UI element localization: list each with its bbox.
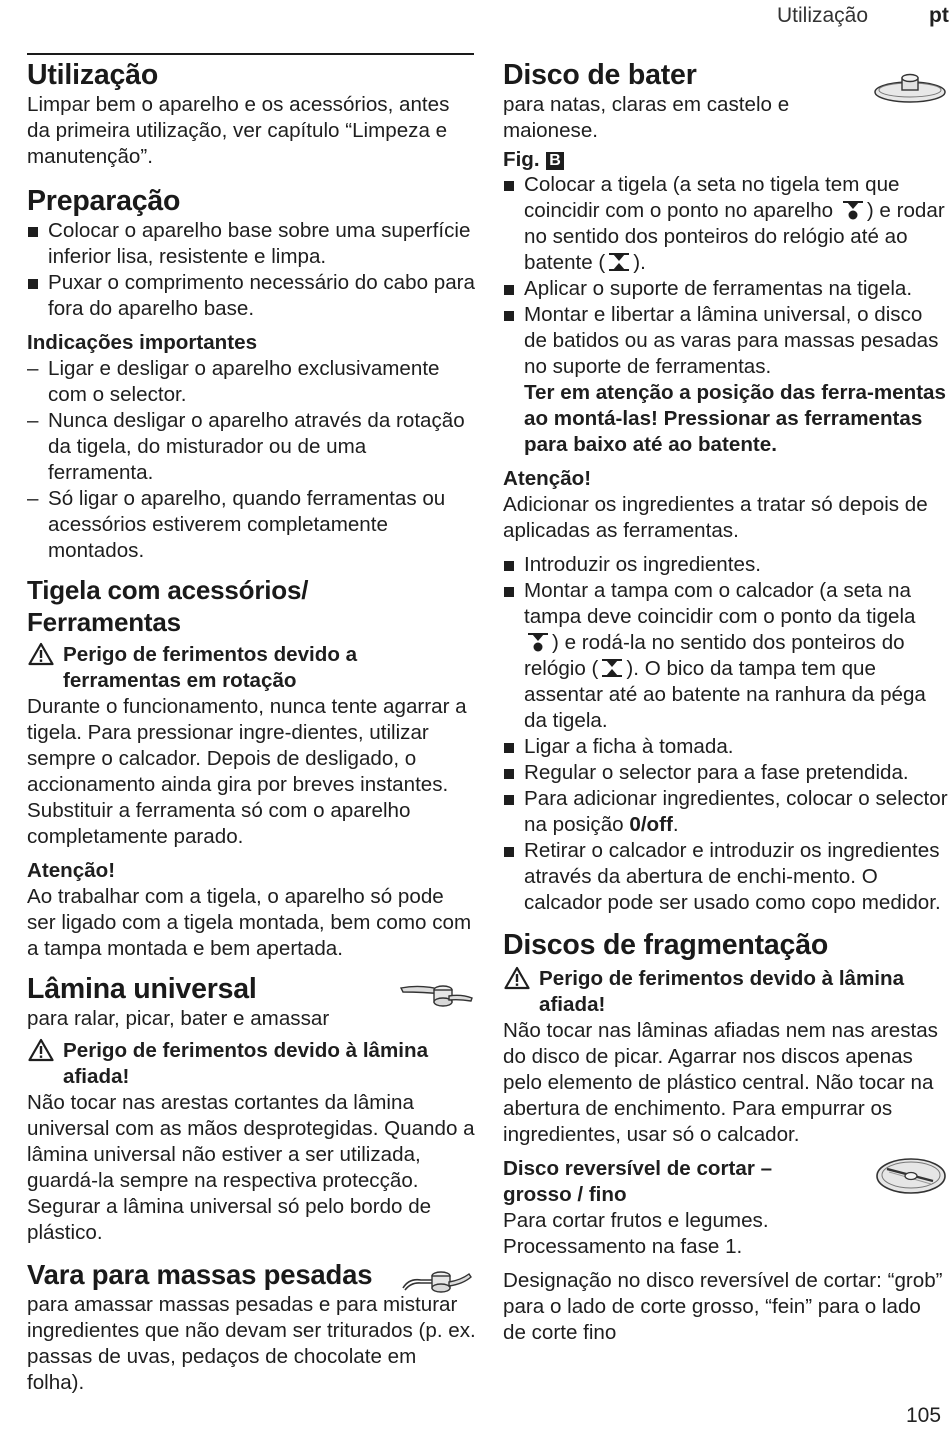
fig-label: Fig. xyxy=(503,148,540,171)
section-lamina xyxy=(27,972,477,1246)
universal-blade-icon xyxy=(399,978,475,1012)
figure-reference xyxy=(503,148,948,172)
disco-bater-steps-2 xyxy=(503,552,948,916)
step-text: ). xyxy=(633,251,646,274)
discos-frag-warning xyxy=(503,966,948,1018)
step-text: Montar e libertar a lâmina universal, o disco de batidos ou as varas para massas pesadas no suporte de ferramentas. xyxy=(524,303,939,378)
discos-frag-text: Não tocar nas lâminas afiadas nem nas arestas do disco de picar. Agarrar nos discos apenas pelo elemento de plástico central. Não tocar na abertura de enchimento. Para empurrar os ingredientes, usar só o calcador. xyxy=(503,1019,938,1146)
warning-icon xyxy=(28,642,54,666)
step-text: ). O bico da tampa tem que assentar até ao batente na ranhura da péga da tigela. xyxy=(524,657,926,732)
arrow-lock-icon xyxy=(607,251,631,273)
disco-bater-subtitle: para natas, claras em castelo e maionese. xyxy=(503,93,790,142)
header-section: Utilização xyxy=(777,4,869,27)
notes-title: Indicações importantes xyxy=(27,331,258,354)
vara-text: para amassar massas pesadas e para misturar ingredientes que não devam ser triturados (p. ex. passas de uvas, pedaços de chocolate em folha). xyxy=(27,1293,476,1394)
step-bold-text: Ter em atenção a posição das ferra-mentas ao montá-las! Pressionar as ferramentas para baixo até ao batente. xyxy=(524,381,946,456)
tigela-attention-title: Atenção! xyxy=(27,859,116,882)
disco-bater-steps xyxy=(503,172,948,458)
selector-position: 0/off xyxy=(629,813,673,836)
preparacao-title: Preparação xyxy=(27,185,181,217)
fig-letter-box xyxy=(546,152,564,170)
tigela-attention-text: Ao trabalhar com a tigela, o aparelho só pode ser ligado com a tigela montada, bem como com a tampa montada e bem apertada. xyxy=(27,885,472,960)
tigela-text: Durante o funcionamento, nunca tente agarrar a tigela. Para pressionar ingre-dientes, utilizar sempre o calcador. Depois de desligado, o accionamento ainda gira por breves instantes. Substituir a ferramenta só com o aparelho completamente parado. xyxy=(27,695,467,848)
list-item: Colocar o aparelho base sobre uma superfície inferior lisa, resistente e limpa. xyxy=(27,218,477,270)
arrow-dot-icon xyxy=(841,199,865,221)
lamina-text: Não tocar nas arestas cortantes da lâmina universal com as mãos desprotegidas. Quando a lâmina universal não estiver a ser utilizada, guardá-la sempre na respectiva protecção. Segurar a lâmina universal só pelo bordo de plástico. xyxy=(27,1091,475,1244)
arrow-dot-icon xyxy=(526,631,550,653)
tigela-title-line2: Ferramentas xyxy=(27,607,181,637)
section-utilizacao xyxy=(27,58,477,170)
section-vara xyxy=(27,1258,477,1396)
page-number: 105 xyxy=(906,1404,942,1427)
page-header xyxy=(0,2,950,30)
step-text: Colocar a tigela (a seta no tigela tem que coincidir com o ponto no aparelho xyxy=(524,173,900,222)
step-text: ) e rodar no sentido dos ponteiros do relógio até ao batente ( xyxy=(524,199,945,274)
designacao-text: Designação no disco reversível de cortar: “grob” para o lado de corte grosso, “fein” para o lado de corte fino xyxy=(503,1269,943,1344)
disco-bater-attention-title: Atenção! xyxy=(503,467,592,490)
dough-hook-icon xyxy=(399,1266,475,1300)
list-item xyxy=(503,302,948,458)
reversivel-text: Para cortar frutos e legumes. Processamento na fase 1. xyxy=(503,1209,769,1258)
slicing-disc-icon xyxy=(875,1156,947,1196)
lamina-warning xyxy=(27,1038,477,1090)
list-item: Puxar o comprimento necessário do cabo para fora do aparelho base. xyxy=(27,270,477,322)
lamina-subtitle: para ralar, picar, bater e amassar xyxy=(27,1007,330,1030)
disco-bater-attention-text: Adicionar os ingredientes a tratar só depois de aplicadas as ferramentas. xyxy=(503,493,928,542)
reversivel-block xyxy=(503,1156,948,1346)
top-rule xyxy=(27,53,474,55)
utilizacao-text: Limpar bem o aparelho e os acessórios, antes da primeira utilização, ver capítulo “Limpeza e manutenção”. xyxy=(27,93,450,168)
lamina-title: Lâmina universal xyxy=(27,973,257,1005)
section-preparacao xyxy=(27,184,477,564)
whisk-disc-icon xyxy=(873,72,947,106)
fig-letter: B xyxy=(549,152,561,169)
header-language: pt xyxy=(929,4,949,27)
warning-text: Perigo de ferimentos devido à lâmina afiada! xyxy=(63,1039,429,1088)
utilizacao-title: Utilização xyxy=(27,59,159,91)
list-item: – Ligar e desligar o aparelho exclusivamente com o selector. xyxy=(27,356,477,408)
step-text: Montar a tampa com o calcador (a seta na tampa deve coincidir com o ponto da tigela xyxy=(524,579,916,628)
section-tigela xyxy=(27,574,477,962)
list-item: Ligar a ficha à tomada. xyxy=(503,734,948,760)
list-item: Regular o selector para a fase pretendida. xyxy=(503,760,948,786)
list-item xyxy=(503,786,948,838)
reversivel-title: Disco reversível de cortar – grosso / fino xyxy=(503,1157,773,1206)
step-text: . xyxy=(672,813,679,836)
list-item: Introduzir os ingredientes. xyxy=(503,552,948,578)
step-text: Para adicionar ingredientes, colocar o selector na posição xyxy=(524,787,948,836)
arrow-lock-icon xyxy=(600,657,624,679)
list-item: Aplicar o suporte de ferramentas na tigela. xyxy=(503,276,948,302)
list-item: Retirar o calcador e introduzir os ingredientes através da abertura de enchi-mento. O calcador pode ser usado como copo medidor. xyxy=(503,838,948,916)
vara-title: Vara para massas pesadas xyxy=(27,1259,373,1290)
list-item: – Nunca desligar o aparelho através da rotação da tigela, do misturador ou de uma ferramenta. xyxy=(27,408,477,486)
list-item: – Só ligar o aparelho, quando ferramentas ou acessórios estiverem completamente montados. xyxy=(27,486,477,564)
list-item xyxy=(503,578,948,734)
disco-bater-title: Disco de bater xyxy=(503,59,697,91)
warning-icon xyxy=(504,966,530,990)
tigela-title-line1: Tigela com acessórios/ xyxy=(27,575,309,605)
step-text: ) e rodá-la no sentido dos ponteiros do relógio ( xyxy=(524,631,905,680)
warning-text: Perigo de ferimentos devido à lâmina afiada! xyxy=(539,967,905,1016)
tigela-warning xyxy=(27,642,477,694)
preparacao-list xyxy=(27,218,477,322)
warning-text: Perigo de ferimentos devido a ferramentas em rotação xyxy=(63,643,358,692)
left-column xyxy=(27,58,477,1396)
notes-list xyxy=(27,356,477,564)
right-column xyxy=(503,58,948,1346)
discos-frag-title: Discos de fragmentação xyxy=(503,929,829,961)
section-discos-fragmentacao xyxy=(503,928,948,1346)
warning-icon xyxy=(28,1038,54,1062)
section-disco-bater xyxy=(503,58,948,916)
list-item xyxy=(503,172,948,276)
